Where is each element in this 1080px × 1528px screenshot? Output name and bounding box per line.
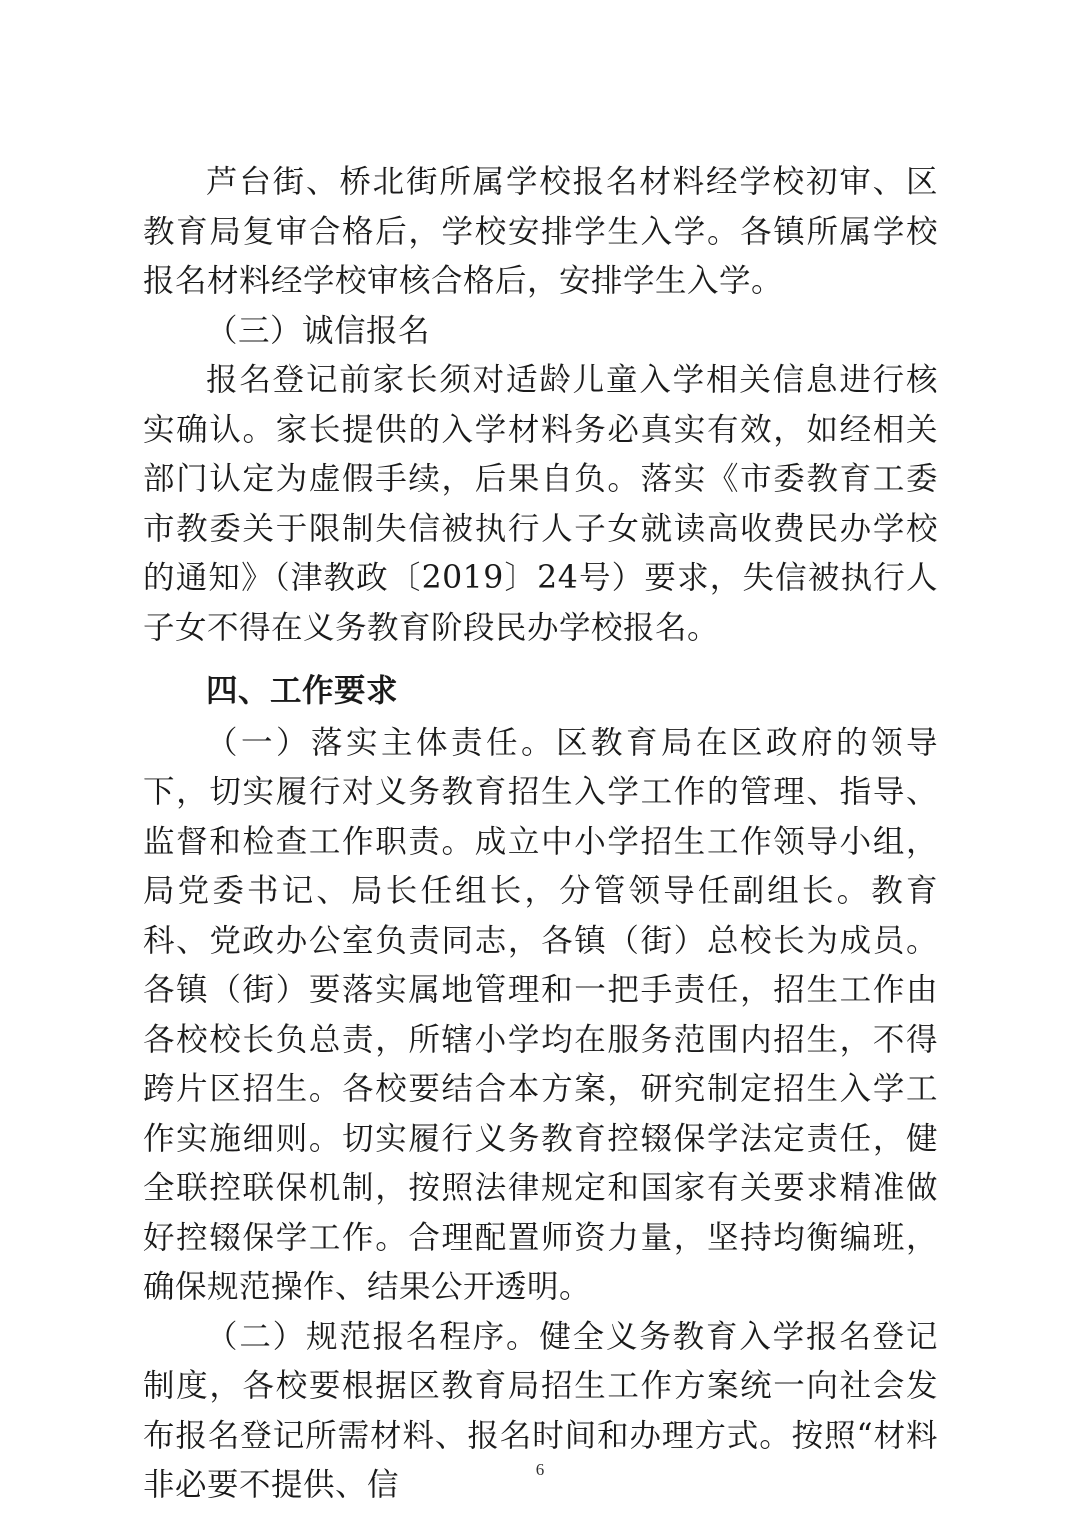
- paragraph-registration-procedure: （二）规范报名程序。健全义务教育入学报名登记制度，各校要根据区教育局招生工作方案统一向社会发布报名登记所需材料、报名时间和办理方式。按照“材料非必要不提供、信: [143, 1318, 938, 1503]
- paragraph-enrollment-review: 芦台街、桥北街所属学校报名材料经学校初审、区教育局复审合格后，学校安排学生入学。各镇所属学校报名材料经学校审核合格后，安排学生入学。: [143, 164, 938, 299]
- page-number: 6: [535, 1460, 545, 1479]
- page-body: [143, 158, 938, 1511]
- paragraph-main-responsibility: （一）落实主体责任。区教育局在区政府的领导下，切实履行对义务教育招生入学工作的管理、指导、监督和检查工作职责。成立中小学招生工作领导小组，局党委书记、局长任组长，分管领导任副组长。教育科、党政办公室负责同志，各镇（街）总校长为成员。各镇（街）要落实属地管理和一把手责任，招生工作由各校校长负总责，所辖小学均在服务范围内招生，不得跨片区招生。各校要结合本方案，研究制定招生入学工作实施细则。切实履行义务教育控辍保学法定责任，健全联控联保机制，按照法律规定和国家有关要求精准做好控辍保学工作。合理配置师资力量，坚持均衡编班，确保规范操作、结果公开透明。: [143, 724, 938, 1305]
- subheading-integrity-registration: （三）诚信报名: [206, 312, 431, 349]
- paragraph-integrity-registration: 报名登记前家长须对适龄儿童入学相关信息进行核实确认。家长提供的入学材料务必真实有效，如经相关部门认定为虚假手续，后果自负。落实《市委教育工委 市教委关于限制失信被执行人子女就读高收费民办学校的通知》（津教政〔2019〕24号）要求，失信被执行人子女不得在义务教育阶段民办学校报名。: [143, 362, 938, 646]
- section-heading-work-requirements: 四、工作要求: [206, 673, 399, 709]
